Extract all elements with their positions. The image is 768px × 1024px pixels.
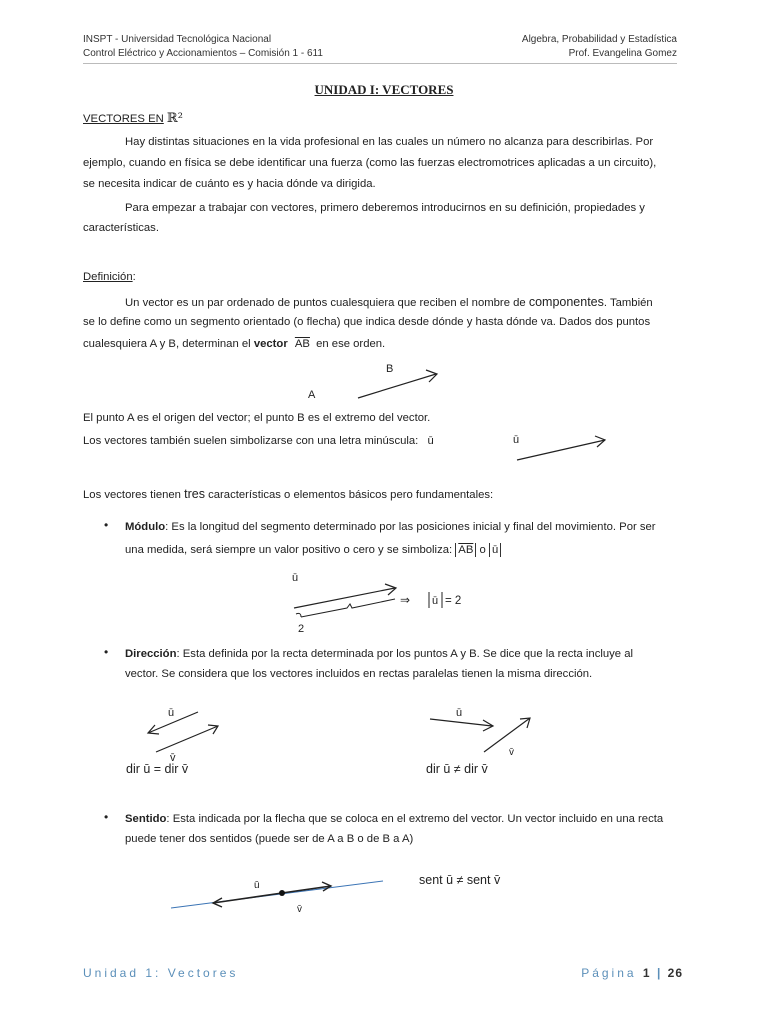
intro-p1-line2: ejemplo, cuando en física se debe identificar una fuerza (como las fuerzas electromotrices aplicadas a un circuito),: [83, 157, 657, 169]
intro-p1-line1: Hay distintas situaciones en la vida profesional en las cuales un número no alcanza para describirlas. Por: [125, 136, 654, 148]
modulus-ab-symbol: [455, 543, 476, 557]
dir-fig1-v-line: [156, 726, 218, 752]
direccion-line1-text: : Esta definida por la recta determinada por los puntos A y B. Se dice que la recta incluye al: [176, 648, 634, 660]
definicion-colon: :: [132, 271, 136, 283]
section-vectores-label: VECTORES EN: [83, 113, 164, 125]
header-professor: Prof. Evangelina Gomez: [568, 48, 677, 59]
dir-fig1-v-label: v̄: [170, 752, 176, 764]
vector-u-line: [517, 440, 605, 460]
bullet-modulo: •: [104, 518, 109, 532]
modulo-line2: [125, 540, 501, 561]
header-subject: Algebra, Probabilidad y Estadística: [521, 34, 677, 45]
direccion-line2: vector. Se considera que los vectores incluidos en rectas paralelas tienen la misma dirección.: [125, 668, 593, 680]
bullet-sentido: •: [104, 810, 109, 824]
sentido-line1-text: : Esta indicada por la flecha que se coloca en el extremo del vector. Un vector incluido en una recta: [166, 813, 664, 825]
footer-page-number: 1: [642, 966, 651, 980]
vector-ab-symbol: $\overline{AB}$: [294, 338, 310, 350]
modulo-line1: [125, 517, 656, 538]
dir-fig1-u-label: ū: [168, 707, 175, 719]
dir-fig2-v-label: v̄: [509, 747, 514, 758]
term-componentes: componentes: [528, 295, 604, 309]
modulus-ab-text: $\overline{AB}$: [458, 544, 474, 556]
modulo-fig-brace: [296, 599, 395, 617]
sentido-fig-v-line: [282, 886, 331, 893]
tres-line-a: Los vectores tienen: [83, 489, 181, 501]
dir-fig2-v-line: [484, 718, 530, 752]
footer-page: [581, 966, 683, 980]
sentido-figure: [165, 868, 395, 918]
sentido-line2: puede tener dos sentidos (puede ser de A a B o de B a A): [125, 833, 414, 845]
modulo-line1-text: : Es la longitud del segmento determinado por las posiciones inicial y final del movimiento. Por ser: [165, 521, 656, 533]
footer-page-label: Página: [581, 966, 637, 980]
dir-fig2-u-label: ū: [456, 707, 463, 719]
definicion-line5-text: Los vectores también suelen simbolizarse con una letra minúscula:: [83, 435, 419, 447]
term-direccion: Dirección: [125, 648, 177, 660]
bullet-direccion: •: [104, 645, 109, 659]
r2-symbol: ℝ²: [166, 111, 183, 126]
definicion-line3-d: en ese orden.: [316, 338, 386, 350]
term-vector: vector: [253, 338, 288, 350]
sentido-fig-v-label: v̄: [297, 904, 302, 915]
implies-symbol: ⇒: [400, 593, 411, 607]
modulus-u-symbol: [489, 543, 501, 557]
u-symbol-inline: ū: [427, 435, 434, 447]
dir-fig2-u-line: [430, 719, 492, 726]
definicion-heading-text: Definición: [83, 271, 133, 283]
modulo-figure: [285, 568, 485, 638]
sentido-fig-u-label: ū: [254, 880, 260, 891]
vector-ab-line: [358, 374, 436, 398]
direccion-figure-nonparallel: [420, 700, 550, 780]
vector-ab-figure: [300, 358, 450, 403]
dir-fig2-caption: dir ū ≠ dir v̄: [426, 762, 488, 776]
definicion-line3-a: cualesquiera A y B, determinan el: [83, 338, 251, 350]
term-sentido: Sentido: [125, 813, 167, 825]
direccion-line1: [125, 644, 633, 665]
direccion-figure-parallel: [120, 700, 230, 780]
modulus-u-text: ū: [491, 544, 499, 556]
footer-unit: Unidad 1: Vectores: [83, 966, 239, 980]
vector-u-label: ū: [513, 434, 520, 446]
modulo-fig-equals: = 2: [445, 595, 462, 607]
sentido-fig-u-line: [213, 893, 282, 903]
definicion-heading: [83, 267, 136, 288]
modulo-fig-vector-line: [294, 588, 395, 608]
definicion-line1-c: . También: [603, 297, 653, 309]
footer-page-total: 26: [667, 966, 683, 980]
intro-p2-line1: Para empezar a trabajar con vectores, primero deberemos introducirnos en su definición, propiedades y: [125, 202, 645, 214]
modulo-or: o: [479, 544, 486, 556]
definicion-line1: [125, 292, 653, 314]
modulo-fig-mod-u: ū: [432, 595, 439, 607]
point-a-label: A: [308, 389, 316, 401]
definicion-line3: [83, 334, 385, 355]
modulo-fig-two: 2: [298, 623, 305, 635]
modulo-line2-text: una medida, será siempre un valor positivo o cero y se simboliza:: [125, 544, 453, 556]
term-modulo: Módulo: [125, 521, 166, 533]
point-b-label: B: [386, 363, 394, 375]
header-course: Control Eléctrico y Accionamientos – Comisión 1 - 611: [83, 48, 323, 59]
dir-fig1-caption: dir ū = dir v̄: [126, 762, 189, 776]
header-divider: [83, 63, 677, 64]
footer-separator: |: [656, 966, 662, 980]
sentido-line1: [125, 809, 663, 830]
definicion-line4: El punto A es el origen del vector; el punto B es el extremo del vector.: [83, 412, 431, 424]
sentido-fig-origin-point: [279, 890, 285, 896]
definicion-line2: se lo define como un segmento orientado (o flecha) que indica desde dónde y hasta dónde va. Dados dos puntos: [83, 316, 651, 328]
intro-p1-line3: se necesita indicar de cuánto es y hacia dónde va dirigida.: [83, 178, 376, 190]
vector-u-figure: [505, 430, 615, 465]
term-tres: tres: [184, 487, 205, 501]
intro-p2-line2: características.: [83, 222, 159, 234]
sentido-caption: sent ū ≠ sent v̄: [419, 873, 501, 887]
tres-line: [83, 484, 493, 506]
header-right: [522, 33, 677, 61]
header-left: [83, 33, 323, 61]
section-vectores-heading: [83, 108, 183, 130]
page-title: UNIDAD I: VECTORES: [314, 82, 454, 97]
tres-line-c: características o elementos básicos pero fundamentales:: [208, 489, 494, 501]
modulo-fig-u-label: ū: [292, 572, 299, 584]
header-institution: INSPT - Universidad Tecnológica Nacional: [83, 34, 272, 45]
definicion-line1-a: Un vector es un par ordenado de puntos cualesquiera que reciben el nombre de: [125, 297, 526, 309]
definicion-line5: [83, 431, 434, 452]
